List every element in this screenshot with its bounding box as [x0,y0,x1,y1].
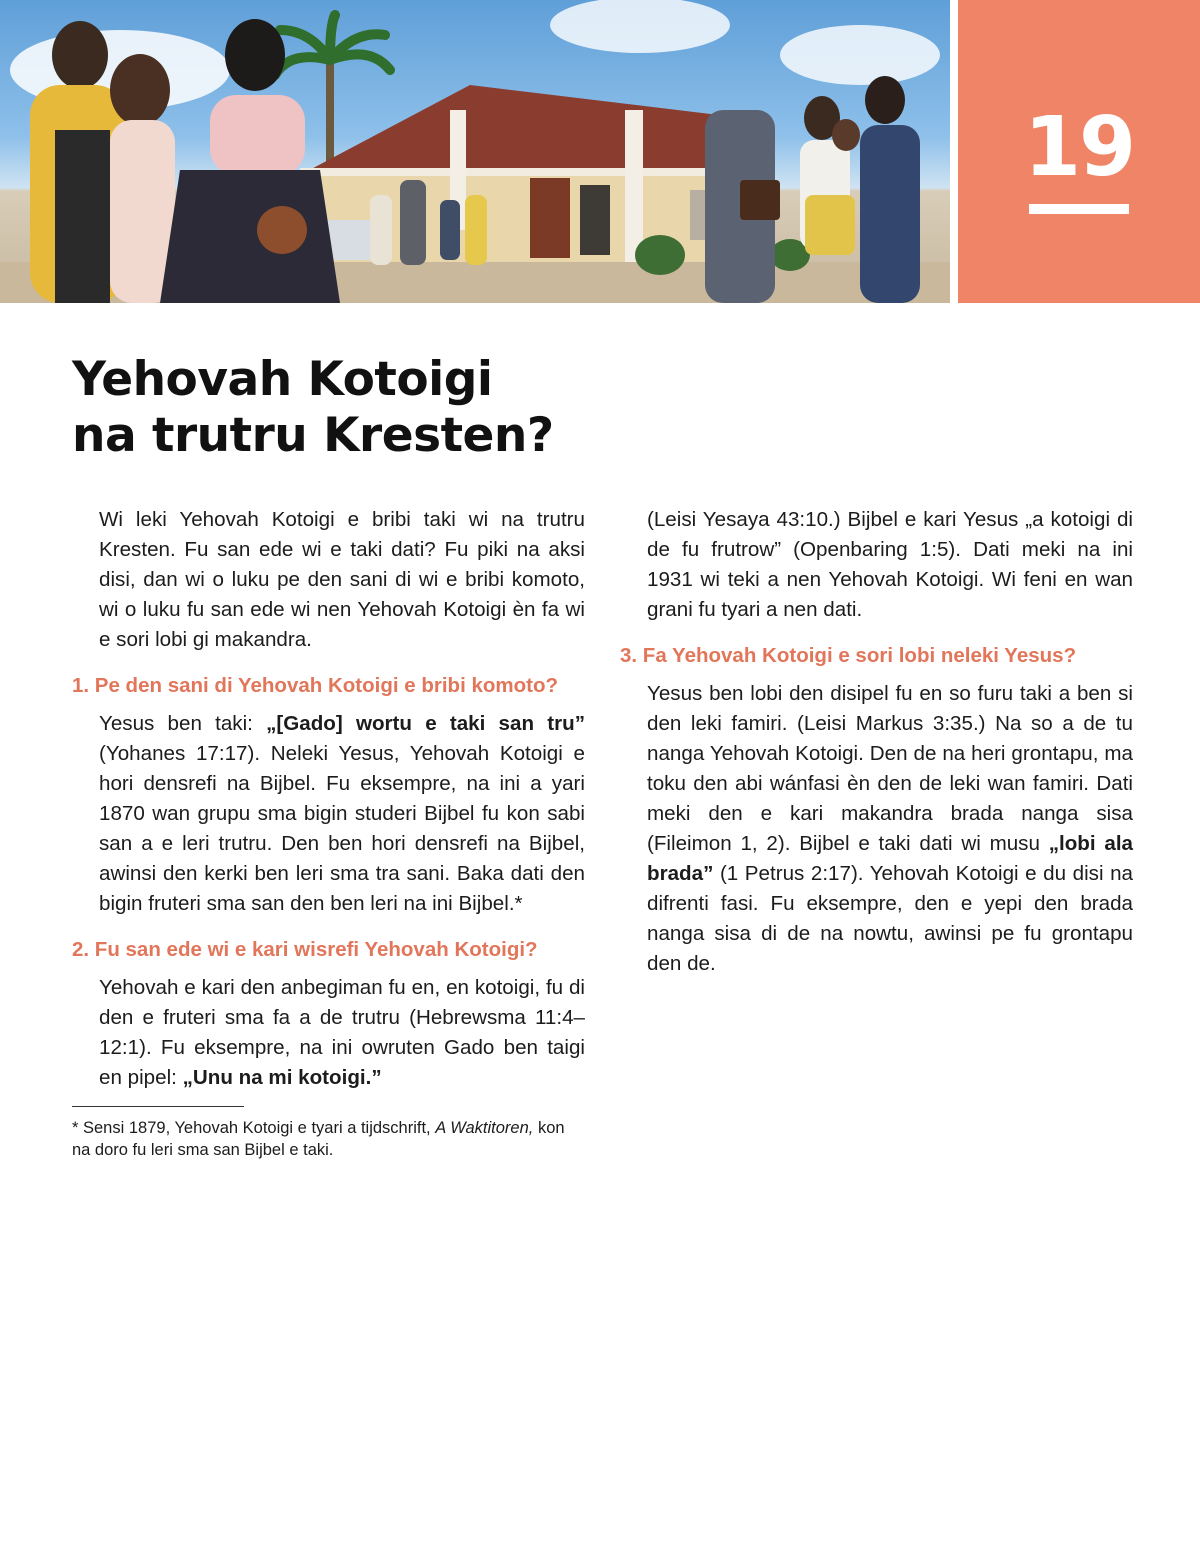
q3-quote: „lobi ala brada” [647,832,1134,885]
footnote [72,1117,585,1161]
right-column [620,505,1133,979]
question-1-heading: 1. Pe den sani di Yehovah Kotoigi e bribi komoto? [72,674,559,697]
q3-text-start: Yesus ben lobi den disipel fu en so furu taki a ben si den leki famiri. (Leisi Markus 3:35.) Na so a de tu nanga Yehovah Kotoigi. Den de na heri grontapu, ma toku den abi wánfasi èn den de leki wan famiri. Dati meki den e kari makandra brada nanga sisa (Fileimon 1, 2). Bijbel e taki dati wi musu [647,682,1133,855]
footnote-text-start: * Sensi 1879, Yehovah Kotoigi e tyari a tijdschrift, [72,1119,436,1137]
page-title-line-1: Yehovah Kotoigi [72,352,493,407]
header-photo-scene [0,0,950,303]
footnote-divider [72,1106,244,1107]
header-photo [0,0,950,303]
page-title [72,352,772,464]
question-2-paragraph [72,973,585,1093]
q1-quote: „[Gado] wortu e taki san tru” [266,712,585,735]
lesson-number-box [958,0,1200,303]
q2-quote: „Unu na mi kotoigi.” [182,1066,382,1089]
footnote-text-end: kon na doro fu leri sma san Bijbel e taki. [72,1119,565,1159]
q1-text-end: (Yohanes 17:17). Neleki Yesus, Yehovah Kotoigi e hori densrefi na Bijbel. Fu eksempre, na ini a yari 1870 wan grupu sma bigin studeri Bijbel fu kon sabi san a e leri trutru. Den ben hori densrefi na Bijbel, awinsi den kerki ben leri sma tra sani. Baka dati den bigin fruteri sma san den ben leri na ini Bijbel.* [99,742,585,915]
question-2-heading: 2. Fu san ede wi e kari wisrefi Yehovah Kotoigi? [72,938,538,961]
q2-text-start: Yehovah e kari den anbegiman fu en, en kotoigi, fu di den e fruteri sma fa a de trutru (Hebrewsma 11:4–12:1). Fu eksempre, na ini owruten Gado ben taigi en pipel: [99,976,585,1089]
lesson-number: 19 [1023,100,1135,195]
question-2-paragraph-continued: (Leisi Yesaya 43:10.) Bijbel e kari Yesus „a kotoigi di de fu frutrow” (Openbaring 1:5). Dati meki na ini 1931 wi teki a nen Yehovah Kotoigi. Wi feni en wan grani fu tyari a nen dati. [647,508,1133,621]
page-title-line-2: na trutru Kresten? [72,408,554,463]
q1-text-start: Yesus ben taki: [99,712,267,735]
left-column [72,505,585,1161]
question-1-paragraph [72,709,585,919]
intro-paragraph: Wi leki Yehovah Kotoigi e bribi taki wi na trutru Kresten. Fu san ede wi e taki dati? Fu piki na aksi disi, dan wi o luku pe den sani di wi e bribi komoto, wi o luku fu san ede wi nen Yehovah Kotoigi èn fa wi e sori lobi gi makandra. [99,508,585,651]
lesson-number-underline [1029,204,1129,214]
question-3-paragraph [620,679,1133,979]
question-3-heading: 3. Fa Yehovah Kotoigi e sori lobi neleki Yesus? [620,644,1077,667]
q3-text-end: (1 Petrus 2:17). Yehovah Kotoigi e du disi na difrenti fasi. Fu eksempre, den e yepi den brada nanga sisa di de na nowtu, awinsi pe fu grontapu den de. [647,862,1133,975]
footnote-publication: A Waktitoren, [435,1119,534,1137]
